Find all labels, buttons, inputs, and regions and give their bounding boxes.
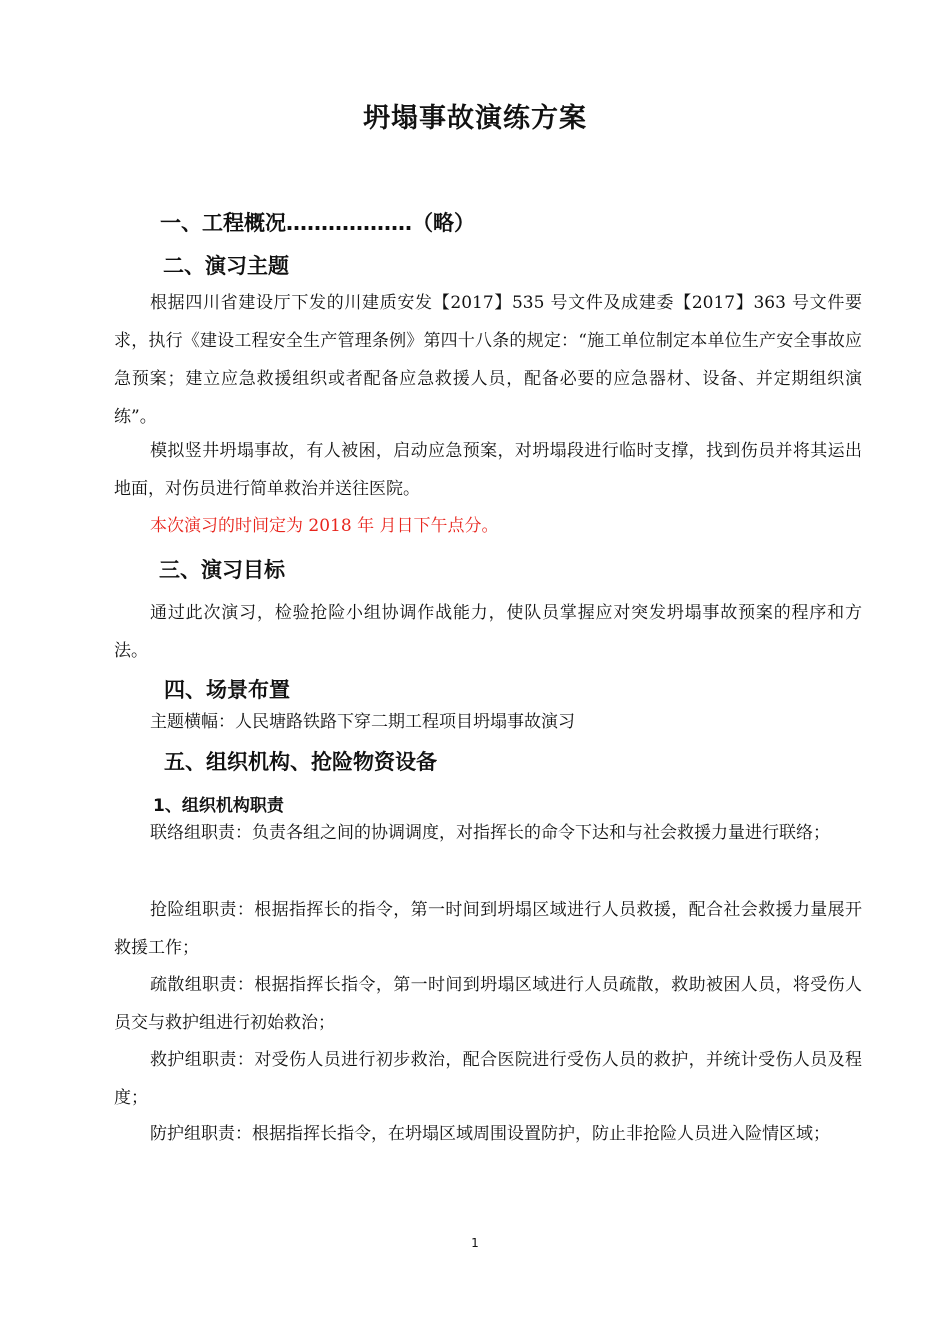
paragraph-theme-basis: 根据四川省建设厅下发的川建质安发【2017】535 号文件及成建委【2017】363 号文件要求，执行《建设工程安全生产管理条例》第四十八条的规定：“施工单位制定本单位生产安全事故应急预案；建立应急救援组织或者配备应急救援人员，配备必要的应急器材、设备、并定期组织演练”。 <box>114 293 862 427</box>
section-heading-theme: 二、演习主题 <box>163 254 289 278</box>
paragraph-duty-medical: 救护组职责：对受伤人员进行初步救治，配合医院进行受伤人员的救护，并统计受伤人员及程度； <box>114 1050 862 1108</box>
paragraph-duty-liaison: 联络组职责：负责各组之间的协调调度，对指挥长的命令下达和与社会救援力量进行联络； <box>150 823 830 843</box>
section-heading-overview: 一、工程概况………………（略） <box>160 211 475 235</box>
paragraph-theme-scenario: 模拟竖井坍塌事故，有人被困，启动应急预案，对坍塌段进行临时支撑，找到伤员并将其运出地面，对伤员进行简单救治并送往医院。 <box>114 441 862 499</box>
paragraph-scene-banner: 主题横幅：人民塘路铁路下穿二期工程项目坍塌事故演习 <box>150 712 575 732</box>
paragraph-duty-protection: 防护组职责：根据指挥长指令，在坍塌区域周围设置防护，防止非抢险人员进入险情区域； <box>150 1124 830 1144</box>
page-number: 1 <box>471 1236 479 1250</box>
section-heading-scene: 四、场景布置 <box>164 678 290 702</box>
paragraph-duty-evacuation: 疏散组职责：根据指挥长指令，第一时间到坍塌区域进行人员疏散，救助被困人员，将受伤人员交与救护组进行初始救治； <box>114 975 862 1033</box>
paragraph-theme-time: 本次演习的时间定为 2018 年 月日下午点分。 <box>150 516 499 536</box>
document-title: 坍塌事故演练方案 <box>363 103 587 134</box>
section-heading-organization: 五、组织机构、抢险物资设备 <box>164 750 437 774</box>
paragraph-goal: 通过此次演习，检验抢险小组协调作战能力，使队员掌握应对突发坍塌事故预案的程序和方法。 <box>114 603 862 661</box>
subheading-org-duties: 1、组织机构职责 <box>153 796 284 816</box>
paragraph-duty-rescue: 抢险组职责：根据指挥长的指令，第一时间到坍塌区域进行人员救援，配合社会救援力量展开救援工作； <box>114 900 862 958</box>
section-heading-goal: 三、演习目标 <box>159 558 285 582</box>
